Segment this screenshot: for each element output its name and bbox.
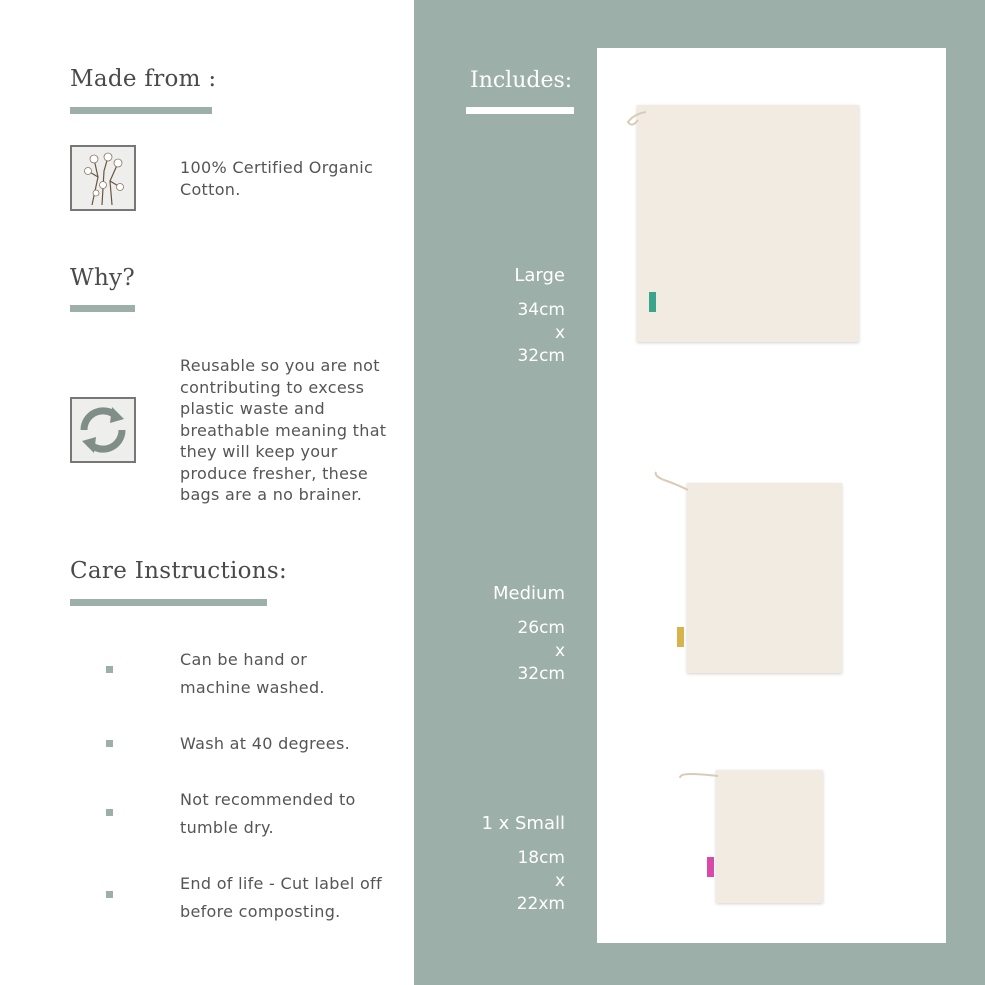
size-medium (493, 582, 565, 686)
care-item: End of life - Cut label off before composting. (180, 874, 382, 921)
size-width: 26cm (517, 618, 565, 638)
left-column (0, 0, 414, 985)
size-width: 18cm (517, 848, 565, 868)
made-from-text: 100% Certified Organic Cotton. (180, 158, 374, 199)
size-height: 22xm (516, 894, 565, 914)
care-bullet (106, 666, 113, 673)
large-bag-image (637, 105, 859, 342)
small-bag-image (716, 770, 823, 903)
small-bag-drawstring (676, 768, 720, 784)
size-height: 32cm (517, 664, 565, 684)
large-bag-tag (649, 292, 656, 312)
size-large (514, 264, 565, 368)
includes-underline (466, 107, 574, 114)
medium-bag-drawstring (650, 470, 690, 498)
care-heading: Care Instructions: (70, 558, 288, 584)
small-bag-tag (707, 857, 714, 877)
made-from-heading: Made from : (70, 66, 217, 92)
size-by: x (554, 871, 565, 891)
medium-bag-tag (677, 627, 684, 647)
recycle-arrows-icon (70, 397, 136, 463)
size-small (481, 812, 565, 916)
size-name: 1 x Small (481, 813, 565, 834)
size-by: x (554, 323, 565, 343)
size-by: x (554, 641, 565, 661)
why-underline (70, 305, 135, 312)
care-bullet (106, 891, 113, 898)
size-width: 34cm (517, 300, 565, 320)
large-bag-drawstring (622, 108, 652, 130)
care-bullet (106, 740, 113, 747)
size-name: Medium (493, 583, 565, 604)
size-name: Large (514, 265, 565, 286)
size-height: 32cm (517, 346, 565, 366)
why-text: Reusable so you are not contributing to excess plastic waste and breathable meaning that they will keep your produce fresher, these bags are a no brainer. (180, 356, 387, 504)
why-heading: Why? (70, 265, 135, 291)
care-underline (70, 599, 267, 606)
care-bullet (106, 809, 113, 816)
includes-heading: Includes: (470, 68, 573, 93)
medium-bag-image (687, 483, 842, 673)
care-item: Can be hand or machine washed. (180, 650, 325, 697)
cotton-plant-icon (70, 145, 136, 211)
made-from-underline (70, 107, 212, 114)
care-item: Not recommended to tumble dry. (180, 790, 356, 837)
care-item: Wash at 40 degrees. (180, 734, 350, 753)
